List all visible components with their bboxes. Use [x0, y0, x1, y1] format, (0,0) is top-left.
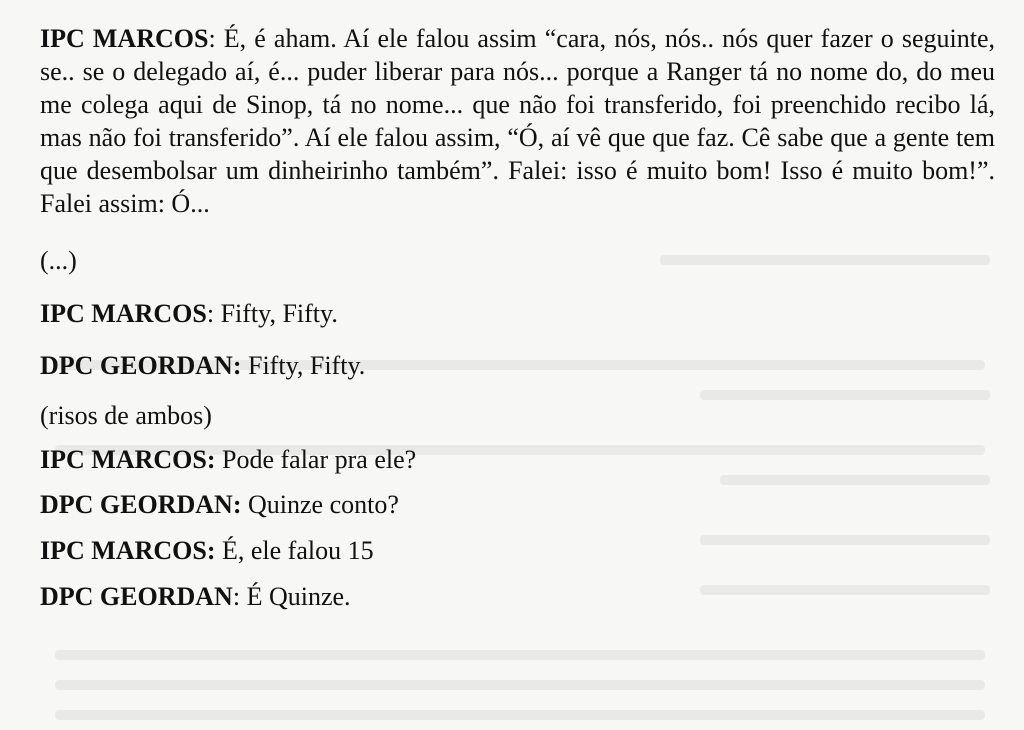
speaker-label: IPC MARCOS:: [40, 445, 216, 474]
paragraph-marcos-4: [40, 534, 995, 567]
utterance-text: : Fifty, Fifty.: [206, 299, 338, 328]
speaker-label: IPC MARCOS: [40, 299, 207, 328]
ellipsis-marker: (...): [40, 246, 77, 275]
paragraph-marcos-2: [40, 297, 995, 330]
paragraph-geordan-3: [40, 580, 995, 613]
paragraph-geordan-2: [40, 488, 995, 521]
utterance-text: É, ele falou 15: [215, 536, 374, 565]
utterance-text: Fifty, Fifty.: [241, 351, 366, 380]
paragraph-marcos-1: [40, 22, 995, 220]
utterance-text: : É Quinze.: [232, 582, 351, 611]
speaker-label: IPC MARCOS:: [40, 536, 216, 565]
utterance-text: Quinze conto?: [241, 490, 399, 519]
speaker-label: DPC GEORDAN:: [40, 490, 242, 519]
transcript: [40, 12, 995, 613]
utterance-text: : É, é aham. Aí ele falou assim “cara, nós, nós.. nós quer fazer o seguinte, se.. se o delegado aí, é... puder liberar para nós... porque a Ranger tá no nome do, do meu me colega aqui de Sinop, tá no nome... que não foi transferido, foi preenchido recibo lá, mas não foi transferido”. Aí ele falou assim, “Ó, aí vê que que faz. Cê sabe que a gente tem que desembolsar um dinheirinho também”. Falei: isso é muito bom! Isso é muito bom!”. Falei assim: Ó...: [40, 24, 995, 218]
speaker-label: IPC MARCOS: [40, 24, 209, 53]
paragraph-geordan-1: [40, 349, 995, 382]
speaker-label: DPC GEORDAN:: [40, 351, 242, 380]
paragraph-marcos-3: [40, 443, 995, 476]
speaker-label: DPC GEORDAN: [40, 582, 233, 611]
utterance-text: Pode falar pra ele?: [215, 445, 417, 474]
laughter-note: (risos de ambos): [40, 401, 212, 430]
